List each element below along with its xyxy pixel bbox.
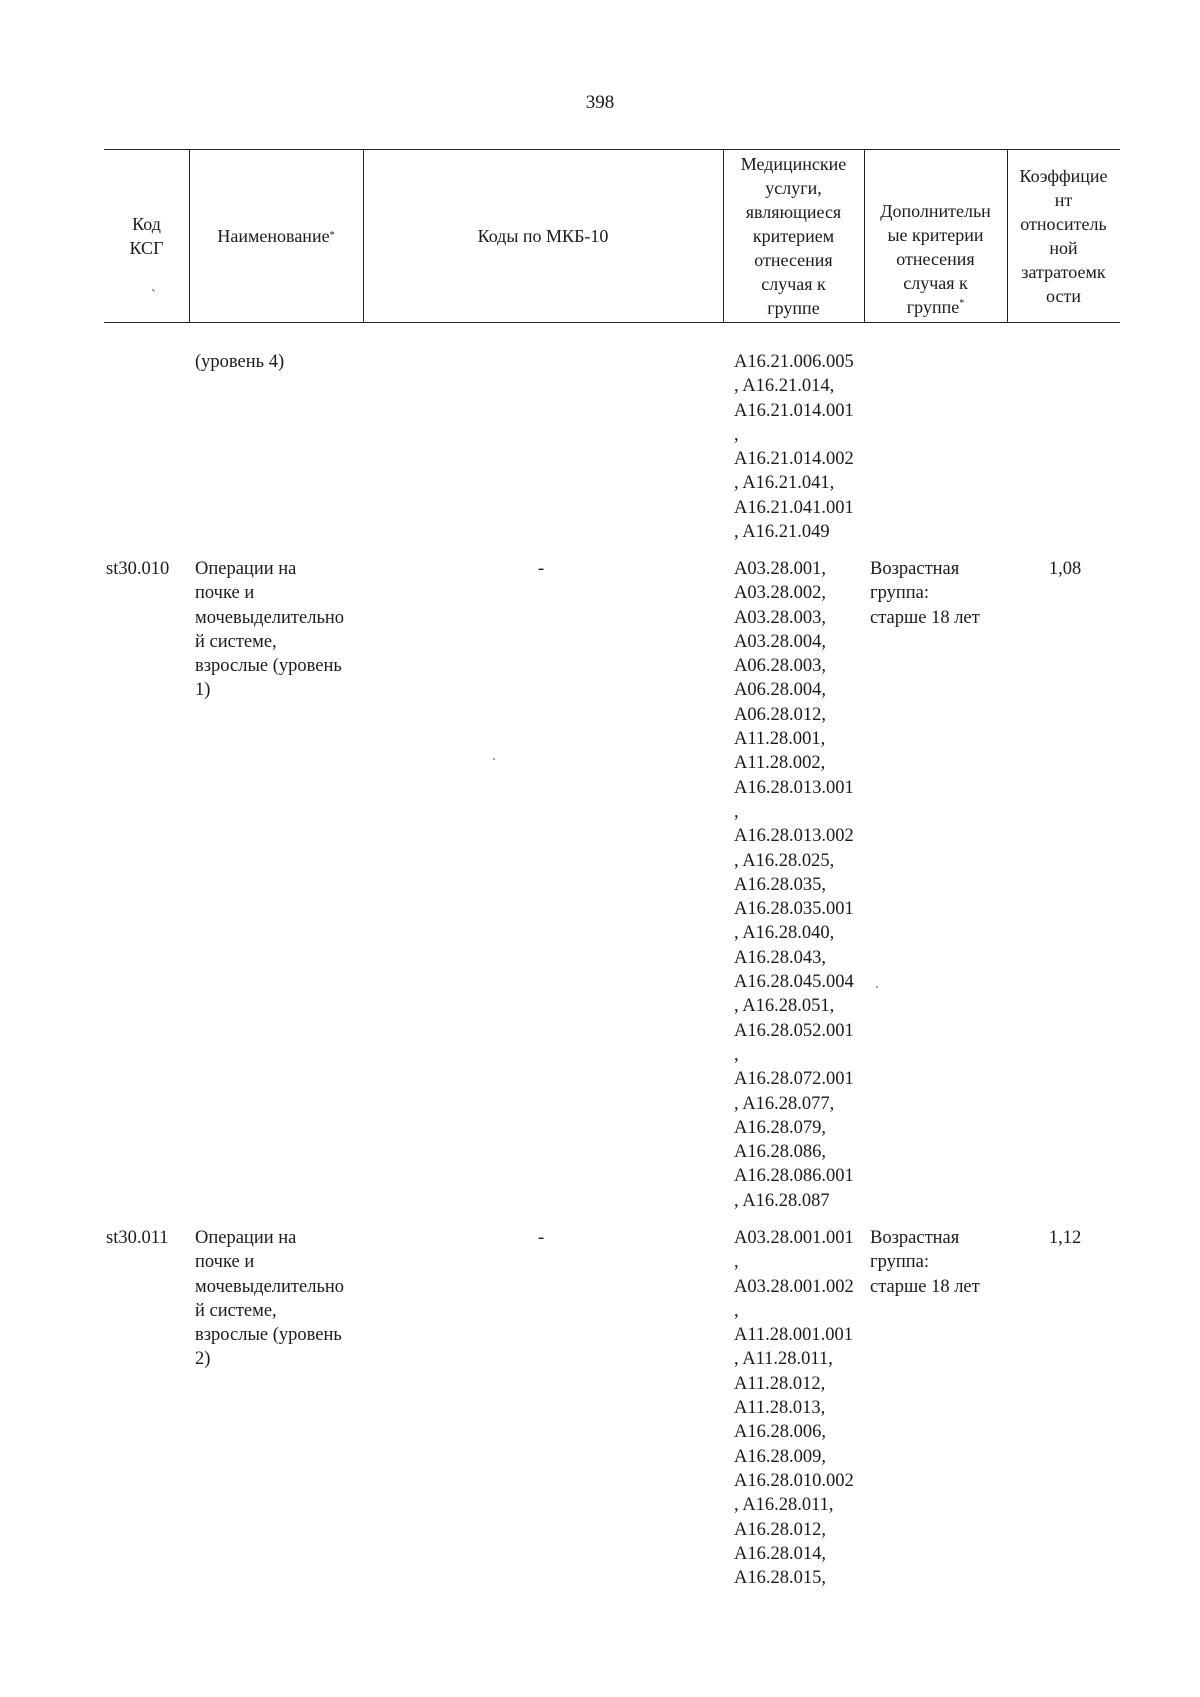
header-dop <box>864 150 1007 322</box>
row-name: (уровень 4) <box>195 352 285 372</box>
header-tick: ` <box>151 288 156 303</box>
page-number: 398 <box>585 92 615 113</box>
header-kod: Код КСГ <box>129 214 164 258</box>
header-bottom-rule <box>104 322 1120 323</box>
scan-speck <box>876 986 878 988</box>
row-criteria: Возрастная группа: старше 18 лет <box>870 559 980 628</box>
row-criteria: Возрастная группа: старше 18 лет <box>870 1228 980 1297</box>
row-codes: A03.28.001.001 , A03.28.001.002 , A11.28.001.001 , A11.28.011, A11.28.012, A11.28.013, A16.28.006, A16.28.009, A16.28.010.002 , A16.28.011, A16.28.012, A16.28.014, A16.28.015, <box>734 1228 854 1589</box>
row-kod: st30.011 <box>106 1228 169 1248</box>
header-koef: Коэффицие нт относитель ной затратоемк ости <box>1019 166 1108 306</box>
row-coefficient: 1,08 <box>1048 559 1082 579</box>
scan-speck <box>493 758 495 760</box>
row-name: Операции на почке и мочевыделительно й системе, взрослые (уровень 1) <box>195 559 345 701</box>
row-mkb: - <box>538 559 545 579</box>
header-naimenovanie-text: Наименование <box>217 226 330 246</box>
footnote-mark: * <box>959 298 965 309</box>
row-kod: st30.010 <box>106 559 170 579</box>
row-codes: A16.21.006.005 , A16.21.014, A16.21.014.001 , A16.21.014.002 , A16.21.041, A16.21.041.001 , A16.21.049 <box>734 352 854 543</box>
header-mkb: Коды по МКБ-10 <box>477 226 609 246</box>
header-naimenovanie: Наименование * <box>217 226 335 246</box>
row-coefficient: 1,12 <box>1048 1228 1082 1248</box>
header-dop-text: Дополнительн ые критерии отнесения случая к группе <box>880 201 991 317</box>
row-codes: A03.28.001, A03.28.002, A03.28.003, A03.28.004, A06.28.003, A06.28.004, A06.28.012, A11.28.001, A11.28.002, A16.28.013.001 , A16.28.013.002 , A16.28.025, A16.28.035, A16.28.035.001 , A16.28.040, A16.28.043, A16.28.045.004 , A16.28.051, A16.28.052.001 , A16.28.072.001 , A16.28.077, A16.28.079, A16.28.086, A16.28.086.001 , A16.28.087 <box>734 559 854 1211</box>
header-uslugi: Медицинские услуги, являющиеся критерием отнесения случая к группе <box>740 154 847 318</box>
row-mkb: - <box>538 1228 545 1248</box>
row-name: Операции на почке и мочевыделительно й системе, взрослые (уровень 2) <box>195 1228 345 1370</box>
